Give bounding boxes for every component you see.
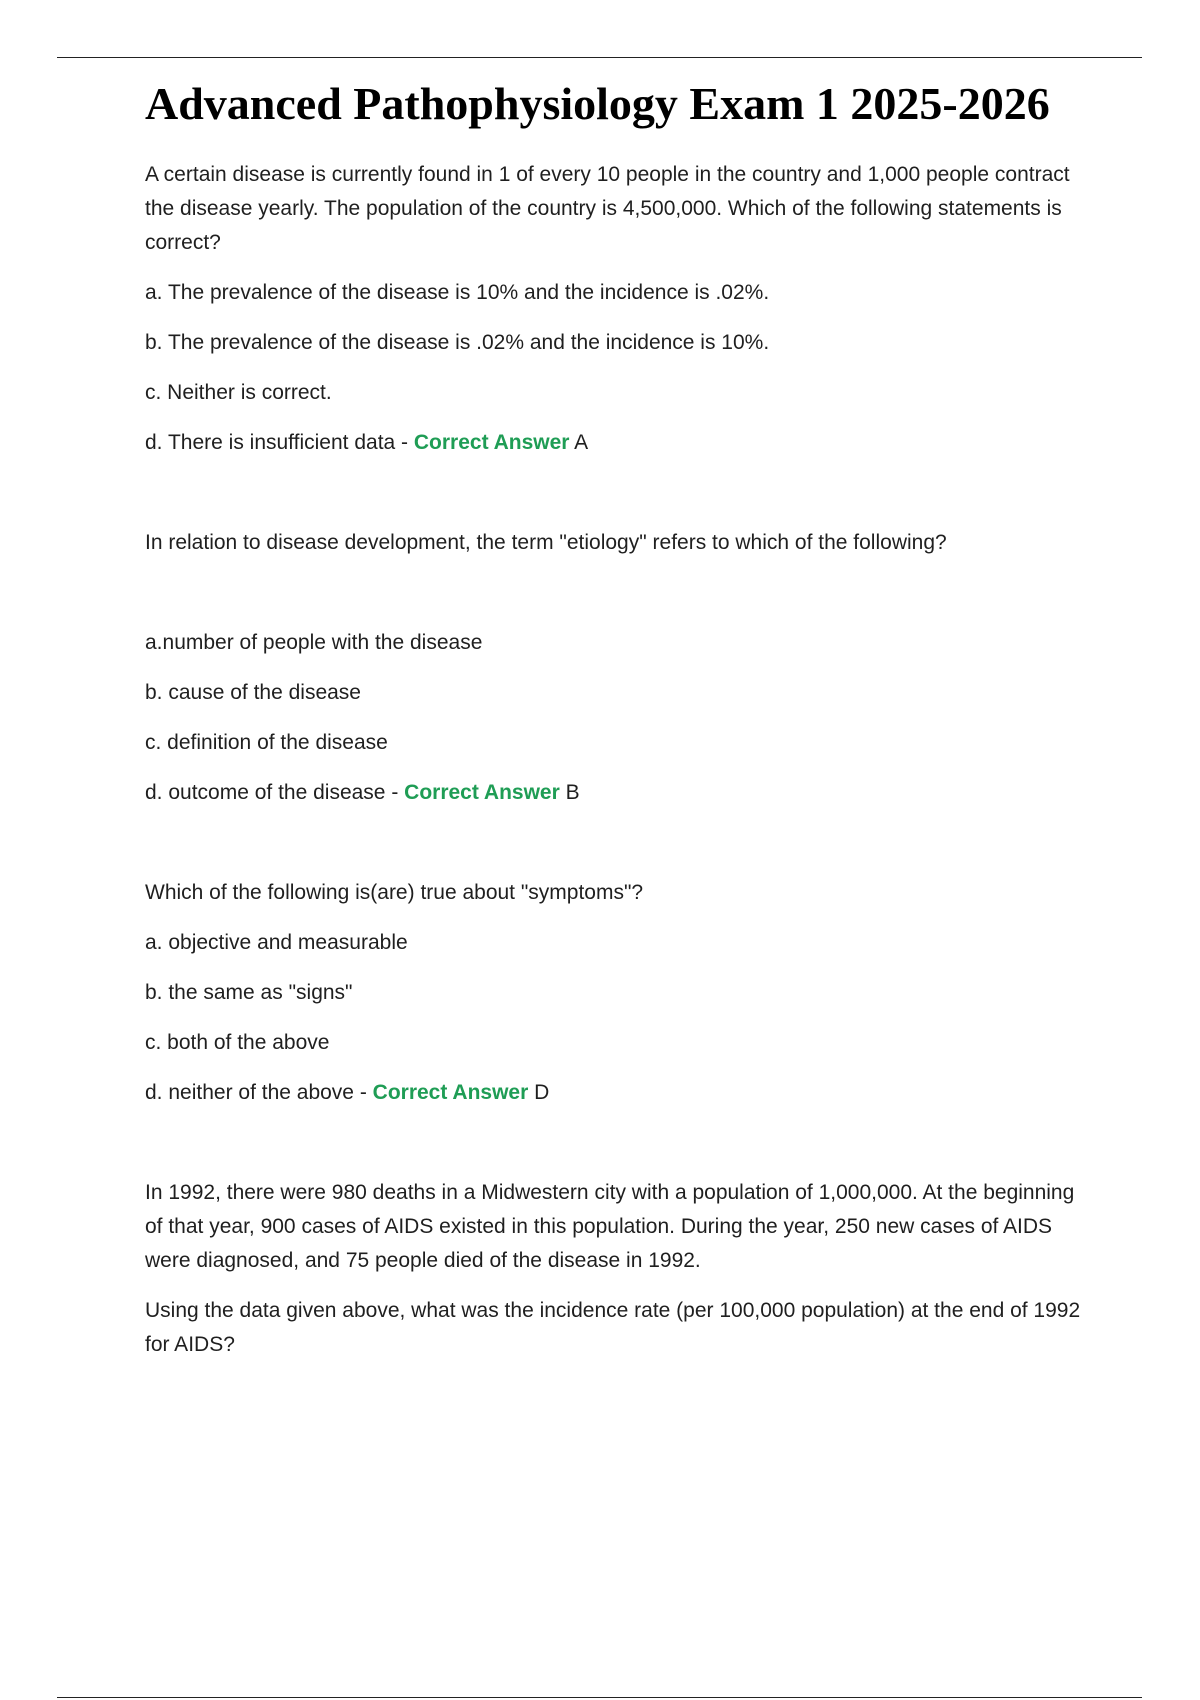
- option-c: c. Neither is correct.: [145, 381, 332, 404]
- option-b: b. the same as "signs": [145, 981, 353, 1004]
- option-c: c. both of the above: [145, 1031, 330, 1054]
- correct-answer-label: Correct Answer: [372, 1081, 529, 1104]
- correct-answer-value: B: [565, 781, 580, 804]
- header-rule: [57, 57, 1142, 58]
- document-body: [145, 76, 1090, 1362]
- option-b: b. The prevalence of the disease is .02% and the incidence is 10%.: [145, 331, 770, 354]
- page-title: Advanced Pathophysiology Exam 1 2025-2026: [145, 78, 1050, 129]
- option-a: a. objective and measurable: [145, 931, 408, 954]
- question-stem: In relation to disease development, the term "etiology" refers to which of the following?: [145, 531, 947, 554]
- option-d-with-answer: [145, 1076, 1090, 1110]
- option-d-with-answer: [145, 426, 1090, 460]
- correct-answer-label: Correct Answer: [413, 431, 570, 454]
- question-3: [145, 876, 1090, 1110]
- footer-rule: [57, 1697, 1142, 1698]
- question-stem: Which of the following is(are) true about "symptoms"?: [145, 881, 644, 904]
- option-d: d. neither of the above -: [145, 1081, 373, 1104]
- question-stem: In 1992, there were 980 deaths in a Midwestern city with a population of 1,000,000. At the beginning of that year, 900 cases of AIDS existed in this population. During the year, 250 new cases of AIDS were diagnosed, and 75 people died of the disease in 1992.: [145, 1181, 1075, 1272]
- correct-answer-value: A: [574, 431, 589, 454]
- option-a: a. The prevalence of the disease is 10% and the incidence is .02%.: [145, 281, 770, 304]
- option-b: b. cause of the disease: [145, 681, 361, 704]
- question-1: [145, 158, 1090, 460]
- correct-answer-value: D: [534, 1081, 550, 1104]
- question-2: [145, 526, 1090, 810]
- question-4: [145, 1176, 1090, 1362]
- option-c: c. definition of the disease: [145, 731, 388, 754]
- option-a: a.number of people with the disease: [145, 631, 483, 654]
- option-d-with-answer: [145, 776, 1090, 810]
- question-stem: A certain disease is currently found in 1 of every 10 people in the country and 1,000 people contract the disease yearly. The population of the country is 4,500,000. Which of the following statements is correct?: [145, 163, 1070, 254]
- correct-answer-label: Correct Answer: [404, 781, 560, 804]
- question-followup: Using the data given above, what was the incidence rate (per 100,000 population) at the end of 1992 for AIDS?: [145, 1299, 1081, 1356]
- option-d: d. outcome of the disease -: [145, 781, 405, 804]
- option-d: d. There is insufficient data -: [145, 431, 414, 454]
